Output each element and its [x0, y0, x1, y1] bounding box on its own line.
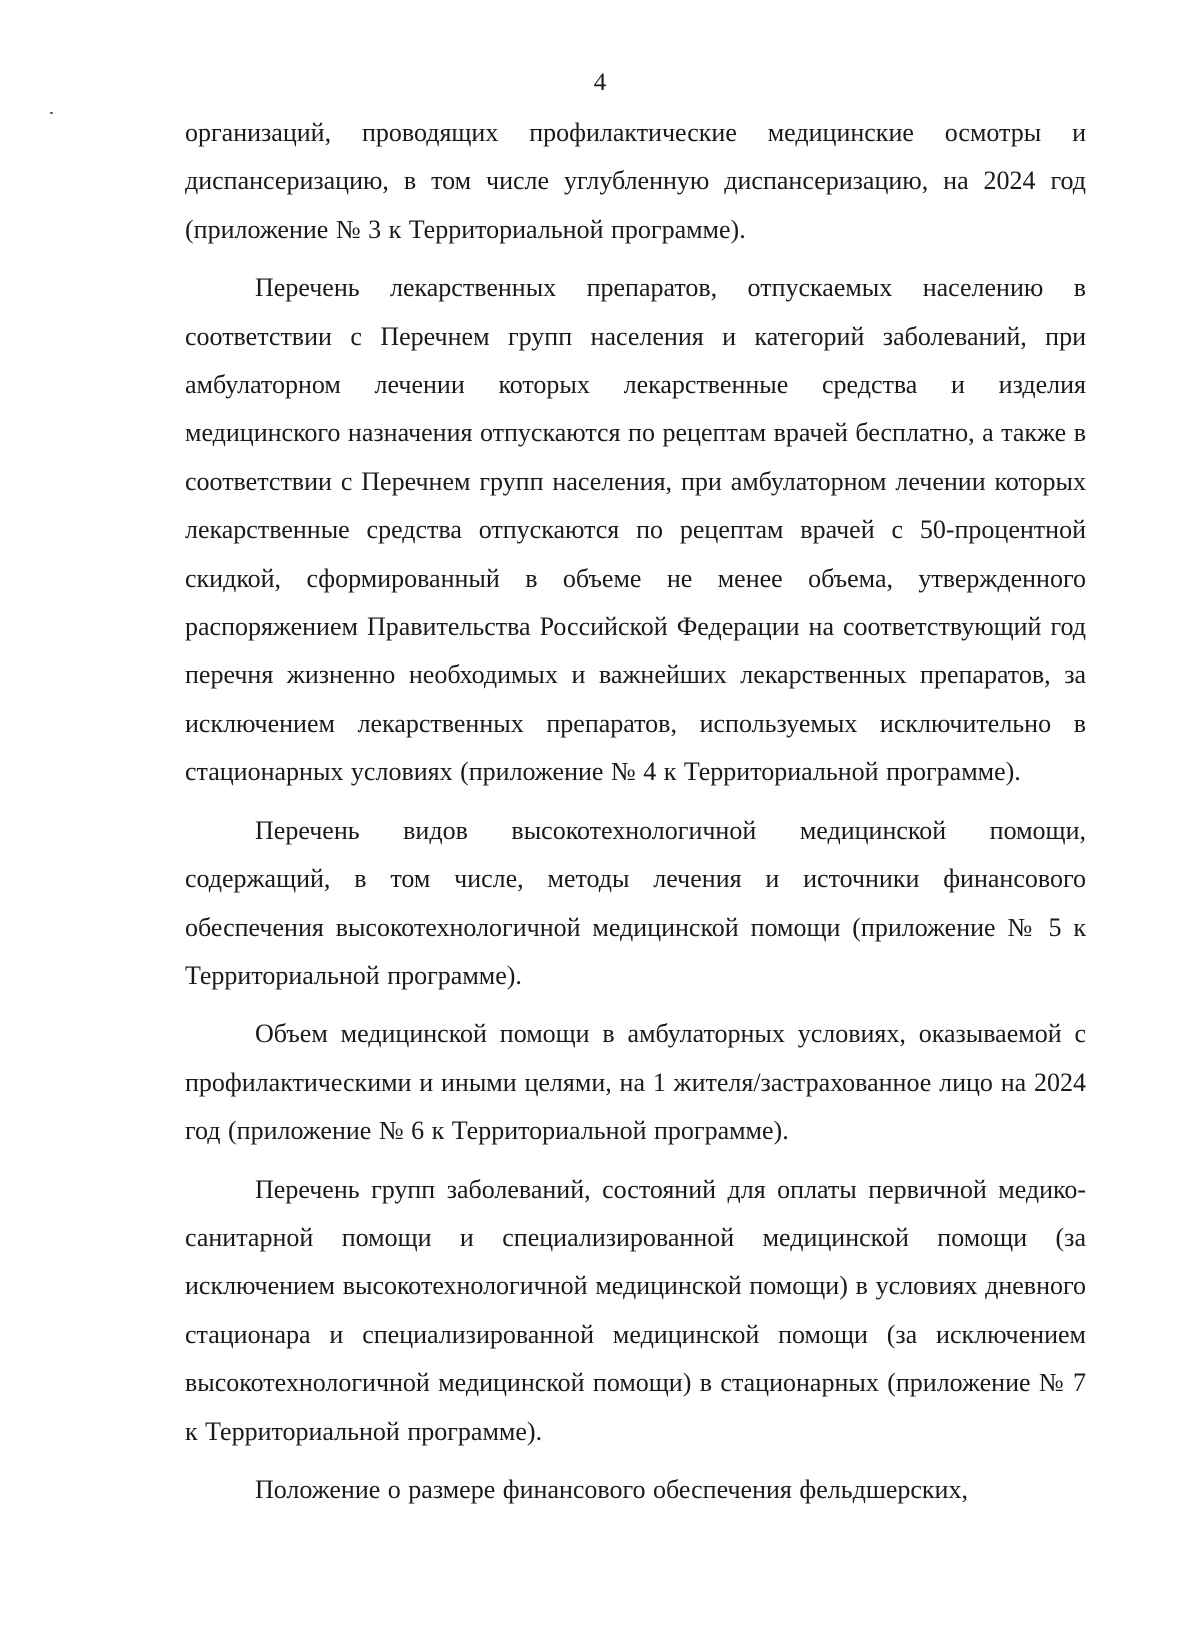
paragraph-continuation: организаций, проводящих профилактические медицинские осмотры и диспансеризацию, в том числе углубленную диспансеризацию, на 2024 год (приложение № 3 к Территориальной программе).: [185, 118, 1086, 244]
paragraph: Перечень лекарственных препаратов, отпускаемых населению в соответствии с Перечнем групп населения и категорий заболеваний, при амбулаторном лечении которых лекарственные средства и изделия медицинского назначения отпускаются по рецептам врачей бесплатно, а также в соответствии с Перечнем групп населения, при амбулаторном лечении которых лекарственные средства отпускаются по рецептам врачей с 50-процентной скидкой, сформированный в объеме не менее объема, утвержденного распоряжением Правительства Российской Федерации на соответствующий год перечня жизненно необходимых и важнейших лекарственных препаратов, за исключением лекарственных препаратов, используемых исключительно в стационарных условиях (приложение № 4 к Территориальной программе).: [185, 273, 1086, 787]
paragraph: Положение о размере финансового обеспечения фельдшерских,: [255, 1474, 968, 1504]
page-number: 4: [593, 69, 607, 96]
paragraph: Перечень видов высокотехнологичной медицинской помощи, содержащий, в том числе, методы лечения и источники финансового обеспечения высокотехнологичной медицинской помощи (приложение № 5 к Территориальной программе).: [185, 815, 1086, 990]
paragraph: Перечень групп заболеваний, состояний для оплаты первичной медико-санитарной помощи и специализированной медицинской помощи (за исключением высокотехнологичной медицинской помощи) в условиях дневного стационара и специализированной медицинской помощи (за исключением высокотехнологичной медицинской помощи) в стационарных (приложение № 7 к Территориальной программе).: [185, 1174, 1086, 1446]
scan-speck: [50, 112, 53, 114]
paragraph: Объем медицинской помощи в амбулаторных условиях, оказываемой с профилактическими и иными целями, на 1 жителя/застрахованное лицо на 2024 год (приложение № 6 к Территориальной программе).: [185, 1019, 1086, 1146]
document-body: [185, 109, 1086, 1514]
